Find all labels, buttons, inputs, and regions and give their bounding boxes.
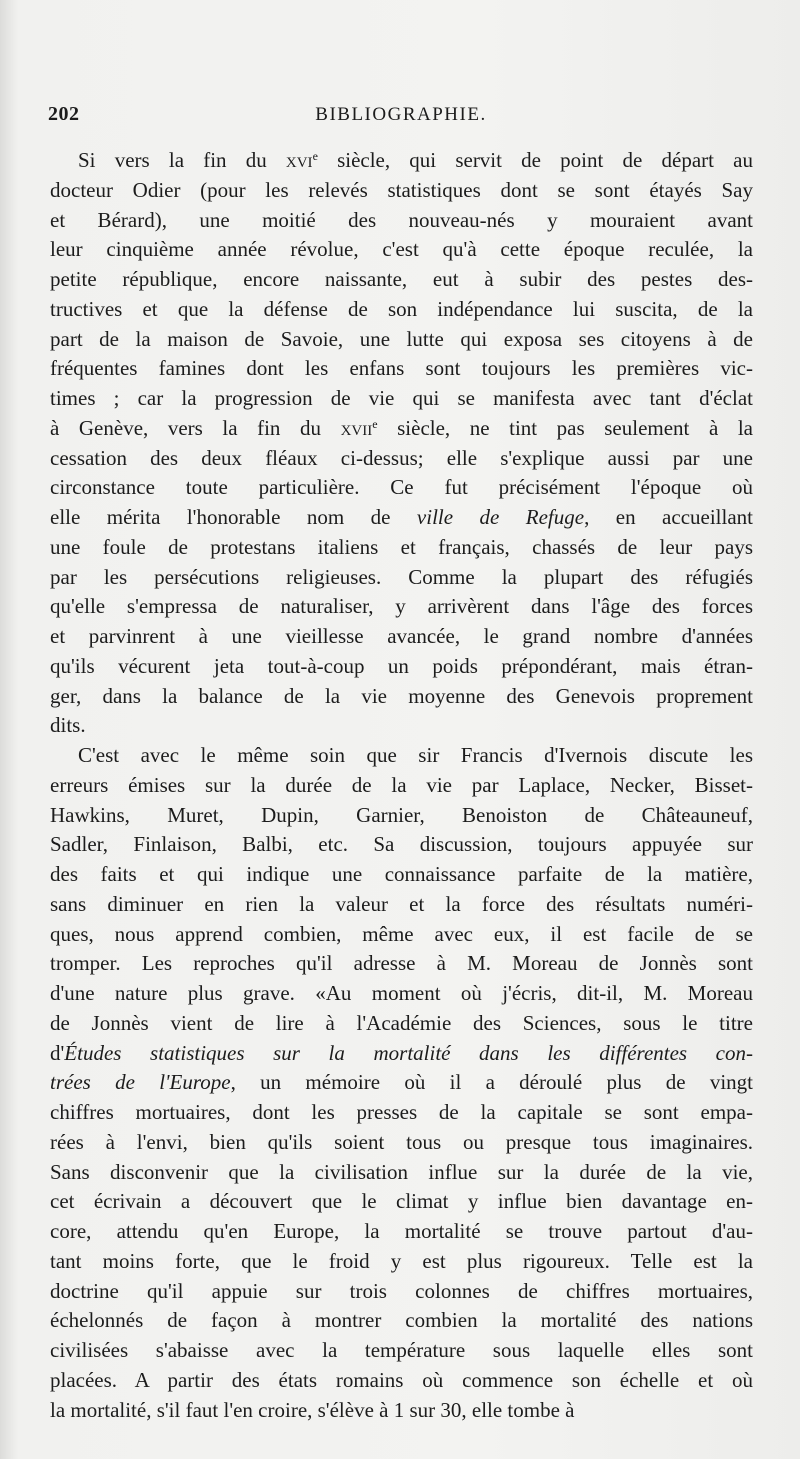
text-line xyxy=(50,503,753,533)
text-fragment: times ; car la progression de vie qui se manifesta avec tant d'éclat xyxy=(50,386,753,410)
text-fragment: rées à l'envi, bien qu'ils soient tous ou presque tous imaginaires. xyxy=(50,1129,753,1154)
text-line xyxy=(50,414,753,444)
text-line xyxy=(50,1068,753,1098)
text-fragment: core, attendu qu'en Europe, la mortalité se trouve partout d'au- xyxy=(50,1219,753,1243)
page-number: 202 xyxy=(48,103,80,125)
text-fragment: la mortalité, s'il faut l'en croire, s'élève à 1 sur 30, elle tombe à xyxy=(50,1397,575,1422)
text-line xyxy=(50,949,753,979)
text-line xyxy=(50,979,753,1009)
text-line xyxy=(50,1366,753,1396)
text-line xyxy=(50,1247,753,1277)
text-fragment: ville de Refuge xyxy=(416,505,585,529)
text-fragment: , un mémoire où il a déroulé plus de vingt xyxy=(230,1070,753,1095)
text-fragment: erreurs émises sur la durée de la vie par Laplace, Necker, Bisset- xyxy=(50,772,753,797)
text-fragment: placées. A partir des états romains où commence son échelle et où xyxy=(50,1367,753,1392)
text-line xyxy=(50,890,753,920)
text-fragment: d'une nature plus grave. «Au moment où j'écris, dit-il, M. Moreau xyxy=(50,981,753,1005)
text-line xyxy=(50,1306,753,1336)
text-line xyxy=(50,592,753,622)
text-line xyxy=(50,295,753,325)
text-fragment: part de la maison de Savoie, une lutte qui exposa ses citoyens à de xyxy=(50,326,753,351)
text-line xyxy=(50,265,753,295)
text-fragment: de Jonnès vient de lire à l'Académie des Sciences, sous le titre xyxy=(50,1010,753,1035)
text-line xyxy=(50,354,753,384)
text-fragment: siècle, qui servit de point de départ au xyxy=(317,148,753,172)
text-line xyxy=(50,1336,753,1366)
text-fragment: à Genève, vers la fin du xyxy=(50,415,341,440)
text-line xyxy=(50,444,753,474)
text-fragment: civilisées s'abaisse avec la température sous laquelle elles sont xyxy=(50,1338,753,1362)
text-line xyxy=(50,563,753,593)
text-line xyxy=(50,206,753,236)
text-line xyxy=(50,1158,753,1188)
text-fragment: ques, nous apprend combien, même avec eux, il est facile de se xyxy=(50,921,753,946)
text-line xyxy=(50,741,753,771)
text-fragment: une foule de protestans italiens et français, chassés de leur pays xyxy=(50,534,753,559)
text-fragment: leur cinquième année révolue, c'est qu'à cette époque reculée, la xyxy=(50,237,753,262)
text-line xyxy=(50,235,753,265)
text-line xyxy=(50,711,753,741)
text-fragment: Si vers la fin du xyxy=(78,148,286,172)
text-fragment: xvii xyxy=(340,415,373,440)
text-fragment: des faits et qui indique une connaissance parfaite de la matière, xyxy=(50,862,753,886)
text-fragment: Sans disconvenir que la civilisation influe sur la durée de la vie, xyxy=(50,1159,753,1184)
text-fragment: qu'ils vécurent jeta tout-à-coup un poids prépondérant, mais étran- xyxy=(50,653,753,678)
text-line xyxy=(50,1277,753,1307)
text-fragment: chiffres mortuaires, dont les presses de la capitale se sont empa- xyxy=(50,1100,753,1124)
text-fragment: ger, dans la balance de la vie moyenne des Genevois proprement xyxy=(50,683,753,708)
text-fragment: cet écrivain a découvert que le climat y influe bien davantage en- xyxy=(50,1189,753,1214)
text-line xyxy=(50,920,753,950)
text-fragment: sans diminuer en rien la valeur et la force des résultats numéri- xyxy=(50,891,753,916)
text-fragment: e xyxy=(372,416,378,431)
text-line xyxy=(50,1039,753,1069)
text-fragment: tromper. Les reproches qu'il adresse à M. Moreau de Jonnès sont xyxy=(50,951,753,976)
text-fragment: tant moins forte, que le froid y est plus rigoureux. Telle est la xyxy=(50,1248,753,1273)
text-line xyxy=(50,1187,753,1217)
text-line xyxy=(50,325,753,355)
text-fragment: et Bérard), une moitié des nouveau-nés y mouraient avant xyxy=(50,207,753,232)
running-head: BIBLIOGRAPHIE. xyxy=(315,104,487,125)
text-line xyxy=(50,1128,753,1158)
text-fragment: Hawkins, Muret, Dupin, Garnier, Benoiston de Châteauneuf, xyxy=(50,802,753,827)
text-fragment: e xyxy=(312,149,318,163)
text-line xyxy=(50,1217,753,1247)
text-fragment: , en accueillant xyxy=(584,505,753,529)
text-fragment: doctrine qu'il appuie sur trois colonnes de chiffres mortuaires, xyxy=(50,1278,753,1303)
text-line xyxy=(50,682,753,712)
text-fragment: siècle, ne tint pas seulement à la xyxy=(377,415,753,440)
text-line xyxy=(50,384,753,414)
text-line xyxy=(50,176,753,206)
text-fragment: cessation des deux fléaux ci-dessus; elle s'explique aussi par une xyxy=(50,445,753,470)
text-fragment: d' xyxy=(50,1040,65,1065)
text-fragment: Sadler, Finlaison, Balbi, etc. Sa discussion, toujours appuyée sur xyxy=(50,832,753,857)
text-line xyxy=(50,622,753,652)
text-line xyxy=(50,473,753,503)
text-fragment: petite république, encore naissante, eut à subir des pestes des- xyxy=(50,267,753,291)
text-line xyxy=(50,652,753,682)
text-fragment: et parvinrent à une vieillesse avancée, le grand nombre d'années xyxy=(50,624,753,648)
text-fragment: circonstance toute particulière. Ce fut précisément l'époque où xyxy=(50,475,753,500)
text-fragment: échelonnés de façon à montrer combien la mortalité des nations xyxy=(50,1308,753,1333)
text-line xyxy=(50,1098,753,1128)
text-fragment: Études statistiques sur la mortalité dans les différentes con- xyxy=(64,1040,753,1065)
text-line xyxy=(50,146,753,176)
text-line xyxy=(50,533,753,563)
text-line xyxy=(50,771,753,801)
text-fragment: tructives et que la défense de son indépendance lui suscita, de la xyxy=(50,296,753,321)
text-line xyxy=(50,860,753,890)
text-fragment: fréquentes famines dont les enfans sont toujours les premières vic- xyxy=(50,356,753,381)
text-fragment: qu'elle s'empressa de naturaliser, y arrivèrent dans l'âge des forces xyxy=(50,594,753,619)
text-fragment: xvi xyxy=(285,148,313,172)
text-line xyxy=(50,1396,753,1426)
text-fragment: elle mérita l'honorable nom de xyxy=(50,505,417,529)
paragraph xyxy=(50,146,753,741)
body-text xyxy=(50,146,753,1425)
page-header xyxy=(48,103,754,133)
paragraph xyxy=(50,741,753,1425)
text-fragment: C'est avec le même soin que sir Francis d'Ivernois discute les xyxy=(78,743,753,767)
text-fragment: docteur Odier (pour les relevés statistiques dont se sont étayés Say xyxy=(50,177,753,202)
text-line xyxy=(50,830,753,860)
text-line xyxy=(50,801,753,831)
text-fragment: par les persécutions religieuses. Comme la plupart des réfugiés xyxy=(50,564,753,589)
text-fragment: dits. xyxy=(50,713,86,738)
text-line xyxy=(50,1009,753,1039)
text-fragment: trées de l'Europe xyxy=(50,1070,231,1095)
